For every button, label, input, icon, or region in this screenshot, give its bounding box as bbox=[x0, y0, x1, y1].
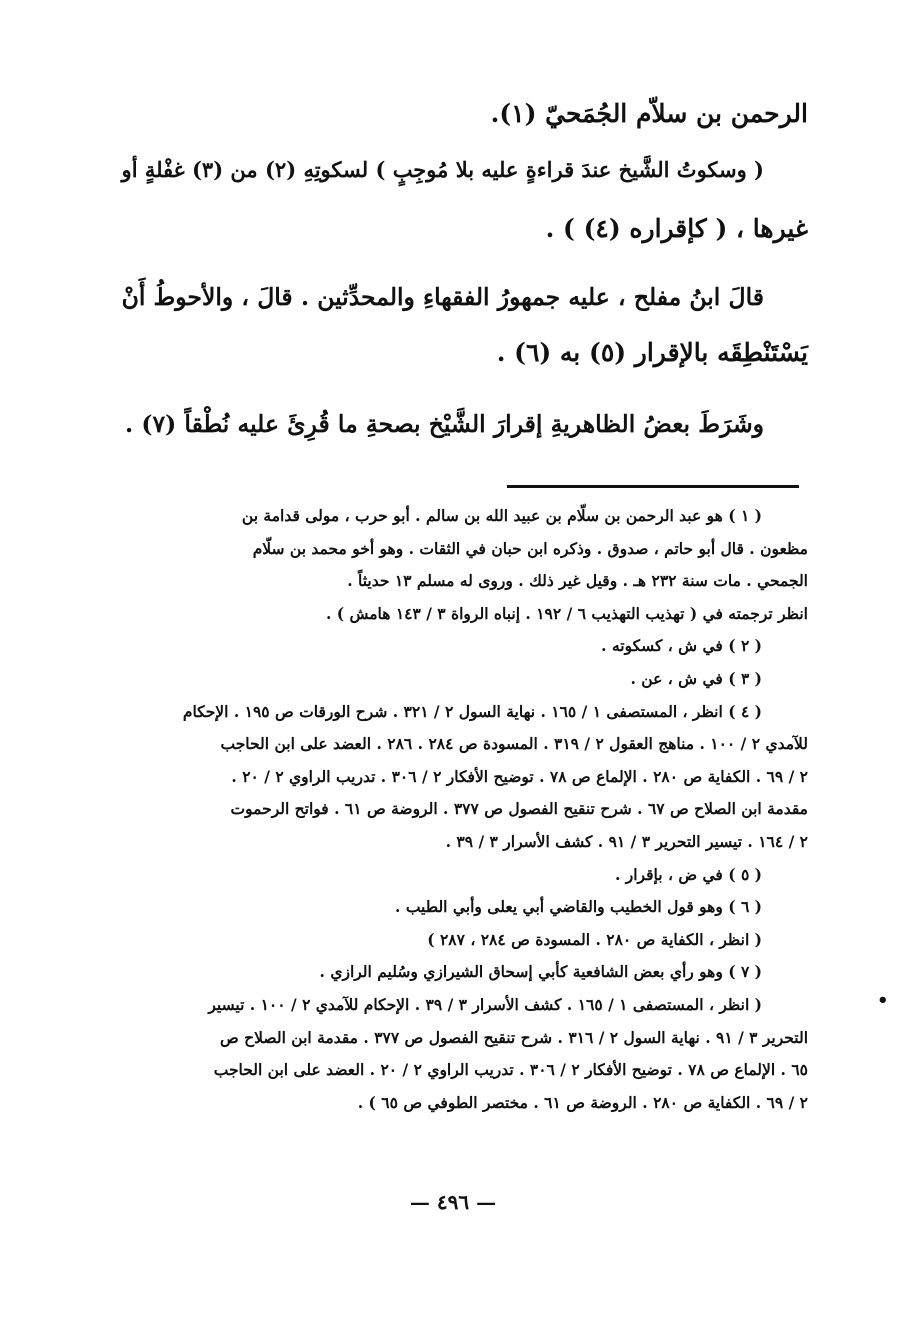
footnote-line: مقدمة ابن الصلاح ص ٦٧ . شرح تنقيح الفصول ص ٣٧٧ . الروضة ص ٦١ . فواتح الرحموت bbox=[230, 799, 808, 819]
footnote-line: ( انظر ، الكفاية ص ٢٨٠ . المسودة ص ٢٨٤ ، ٢٨٧ ) bbox=[427, 929, 762, 949]
footnote-line: الجمحي . مات سنة ٢٣٢ هـ . وقيل غير ذلك . وروى له مسلم ١٣ حديثاً . bbox=[347, 571, 808, 591]
footnote-line: ( ١ ) هو عبد الرحمن بن سلّام بن عبيد الله بن سالم . أبو حرب ، مولى قدامة بن bbox=[241, 506, 762, 525]
margin-mark: • bbox=[877, 990, 889, 1011]
footnotes bbox=[110, 500, 808, 1119]
footnote-line: ٢ / ١٦٤ . تيسير التحرير ٣ / ٩١ . كشف الأسرار ٣ / ٣٩ . bbox=[445, 831, 808, 851]
main-text bbox=[118, 86, 808, 456]
footnote-line: ( ٥ ) في ض ، بإقرار . bbox=[614, 864, 762, 884]
footnote-line: ( ٢ ) في ش ، كسكوته . bbox=[601, 636, 762, 656]
main-text-line: ( وسكوتُ الشَّيخ عندَ قراءةٍ عليه بلا مُوجِبٍ ) لسكوتِهِ (٢) من (٣) غفْلةٍ أو bbox=[121, 157, 764, 182]
footnote-line: التحرير ٣ / ٩١ . نهاية السول ٢ / ٣١٦ . شرح تنقيح الفصول ص ٣٧٧ . مقدمة ابن الصلاح ص bbox=[220, 1027, 808, 1047]
footnote-line: ٢ / ٦٩ . الكفاية ص ٢٨٠ . الروضة ص ٦١ . مختصر الطوفي ص ٦٥ ) . bbox=[357, 1092, 808, 1112]
main-text-line: قالَ ابنُ مفلح ، عليه جمهورُ الفقهاءِ والمحدِّثين . قالَ ، والأحوطُ أَنْ bbox=[121, 283, 764, 311]
footnote-line: ( انظر ، المستصفى ١ / ١٦٥ . كشف الأسرار ٣ / ٣٩ . الإحكام للآمدي ٢ / ١٠٠ . تيسير bbox=[208, 994, 762, 1014]
footnote-line: ٢ / ٦٩ . الكفاية ص ٢٨٠ . الإلماع ص ٧٨ . توضيح الأفكار ٢ / ٣٠٦ . تدريب الراوي ٢ / ٢٠ . bbox=[231, 766, 808, 786]
footnote-line: ( ٤ ) انظر ، المستصفى ١ / ١٦٥ . نهاية السول ٢ / ٣٢١ . شرح الورقات ص ١٩٥ . الإحكام bbox=[182, 701, 762, 721]
footnote-line: مظعون . قال أبو حاتم ، صدوق . وذكره ابن حبان في الثقات . وهو أخو محمد بن سلّام bbox=[252, 538, 808, 558]
page-number: — ٤٩٦ — bbox=[409, 1190, 497, 1214]
main-text-line: غيرها ، ( كإقراره (٤) ) . bbox=[545, 214, 808, 243]
footnote-divider bbox=[507, 485, 799, 488]
main-text-line: الرحمن بن سلاّم الجُمَحيّ (١). bbox=[490, 99, 808, 128]
footnote-line: ( ٣ ) في ش ، عن . bbox=[630, 668, 762, 688]
footnote-line: انظر ترجمته في ( تهذيب التهذيب ٦ / ١٩٢ . إنباه الرواة ٣ / ١٤٣ هامش ) . bbox=[325, 603, 808, 623]
main-text-line: وشَرَطَ بعضُ الظاهريةِ إقرارَ الشَّيْخ بصحةِ ما قُرِئَ عليه نُطْقاً (٧) . bbox=[125, 410, 764, 438]
main-text-line: يَسْتَنْطِقَه بالإقرار (٥) به (٦) . bbox=[496, 338, 808, 367]
footnote-line: ( ٧ ) وهو رأي بعض الشافعية كأبي إسحاق الشيرازي وسُليم الرازي . bbox=[319, 962, 762, 982]
footnote-line: للآمدي ٢ / ١٠٠ . مناهج العقول ٢ / ٣١٩ . المسودة ص ٢٨٤ . ٢٨٦ . العضد على ابن الحاجب bbox=[220, 734, 808, 754]
footnote-line: ٦٥ . الإلماع ص ٧٨ . توضيح الأفكار ٢ / ٣٠٦ . تدريب الراوي ٢ / ٢٠ . العضد على ابن الحاجب bbox=[213, 1060, 808, 1080]
footnote-line: ( ٦ ) وهو قول الخطيب والقاضي أبي يعلى وأبي الطيب . bbox=[395, 897, 762, 917]
